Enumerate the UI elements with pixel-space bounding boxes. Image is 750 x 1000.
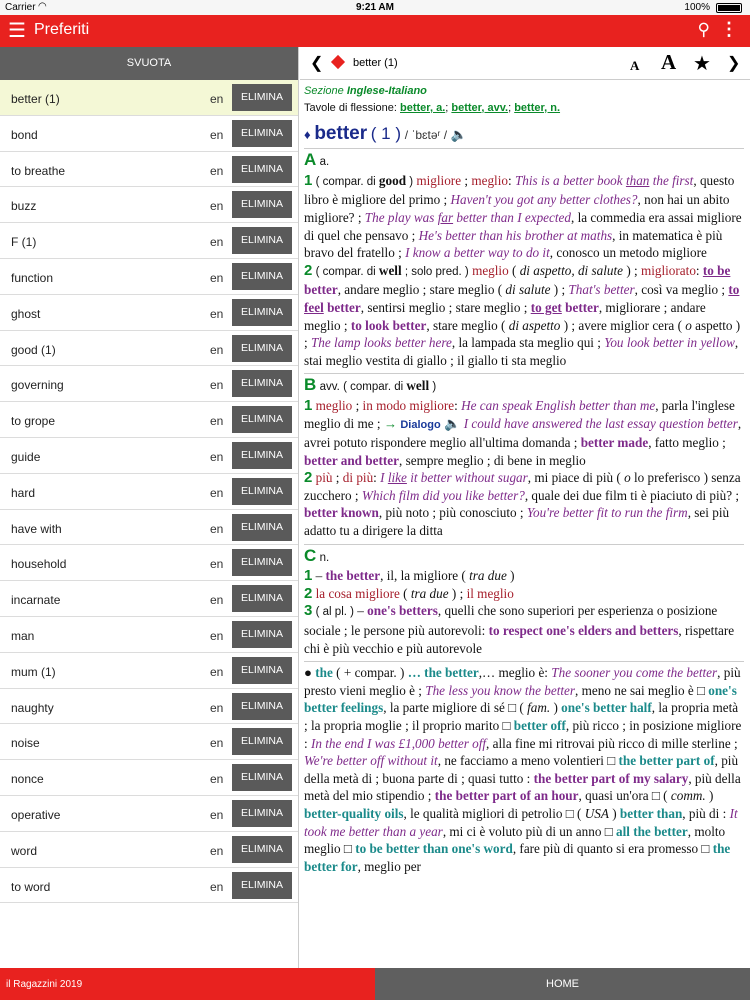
- word-label: ghost: [11, 306, 41, 321]
- language-label: en: [210, 807, 224, 822]
- delete-button[interactable]: ELIMINA: [232, 800, 292, 827]
- language-label: en: [210, 485, 224, 500]
- list-item[interactable]: [0, 760, 298, 796]
- diamond-icon: [331, 55, 345, 69]
- delete-button[interactable]: ELIMINA: [232, 442, 292, 469]
- list-item[interactable]: [0, 438, 298, 474]
- status-bar: [0, 0, 750, 15]
- language-label: en: [210, 879, 224, 894]
- word-label: to breathe: [11, 163, 66, 178]
- language-label: en: [210, 843, 224, 858]
- list-item[interactable]: [0, 116, 298, 152]
- language-label: en: [210, 736, 224, 751]
- battery-icon: [716, 3, 742, 13]
- language-label: en: [210, 449, 224, 464]
- word-label: guide: [11, 449, 41, 464]
- language-label: en: [210, 199, 224, 214]
- toolbar-headword: better (1): [353, 57, 398, 69]
- hamburger-menu-icon[interactable]: ☰: [8, 20, 26, 42]
- list-item[interactable]: [0, 832, 298, 868]
- list-item[interactable]: [0, 796, 298, 832]
- entry-toolbar: [300, 47, 750, 80]
- word-label: incarnate: [11, 593, 61, 608]
- language-label: en: [210, 235, 224, 250]
- delete-button[interactable]: ELIMINA: [232, 836, 292, 863]
- delete-button[interactable]: ELIMINA: [232, 370, 292, 397]
- language-label: en: [210, 342, 224, 357]
- language-label: en: [210, 700, 224, 715]
- word-label: household: [11, 557, 67, 572]
- dialogo-link[interactable]: Dialogo: [400, 418, 441, 431]
- sense-B: B avv. ( compar. di well ) 1 meglio ; in modo migliore: He can speak English better than me, parla l'inglese meglio di me ; → Dialogo 🔈 I could have answered the last essay question better, avrei potuto rispondere meglio all'ultima domanda ; better made, fatto meglio ; better and better, sempre meglio ; di bene in meglio 2 più ; di più: I like it better without sugar, mi piace di più ( o lo preferisco ) senza zucchero ; Which film did you like better?, quale dei due film ti è piaciuto di più? ; better known, più noto ; più conosciuto ; You're better fit to run the firm, sei più adatto tu a dirigere la ditta: [304, 375, 742, 539]
- headword: better: [314, 122, 368, 144]
- diamond-bullet-icon: ♦: [304, 126, 311, 142]
- language-label: en: [210, 414, 224, 429]
- battery-percent: 100%: [684, 2, 710, 13]
- more-options-icon[interactable]: ⋮: [720, 19, 738, 39]
- list-item[interactable]: [0, 259, 298, 295]
- list-item[interactable]: [0, 402, 298, 438]
- list-item[interactable]: [0, 545, 298, 581]
- list-item[interactable]: [0, 331, 298, 367]
- inflection-link-n[interactable]: better, n.: [514, 101, 561, 114]
- list-item[interactable]: [0, 689, 298, 725]
- speaker-icon[interactable]: 🔈: [450, 126, 468, 142]
- word-label: man: [11, 628, 35, 643]
- language-label: en: [210, 772, 224, 787]
- language-label: en: [210, 664, 224, 679]
- list-item[interactable]: [0, 724, 298, 760]
- list-item[interactable]: [0, 617, 298, 653]
- word-label: function: [11, 270, 54, 285]
- favorites-list: [0, 80, 298, 903]
- language-label: en: [210, 628, 224, 643]
- delete-button[interactable]: ELIMINA: [232, 227, 292, 254]
- word-label: governing: [11, 378, 64, 393]
- language-label: en: [210, 521, 224, 536]
- wifi-icon: ◠: [38, 1, 47, 12]
- delete-button[interactable]: ELIMINA: [232, 299, 292, 326]
- delete-button[interactable]: ELIMINA: [232, 585, 292, 612]
- word-label: better (1): [11, 92, 60, 106]
- language-label: en: [210, 127, 224, 142]
- divider: [304, 544, 744, 545]
- entry-content: [300, 80, 750, 875]
- language-label: en: [210, 378, 224, 393]
- delete-button[interactable]: ELIMINA: [232, 84, 292, 111]
- page-title: Preferiti: [34, 21, 90, 38]
- word-label: nonce: [11, 772, 44, 787]
- phonetic: / ˈbɛtəʳ /: [404, 127, 448, 142]
- clock: 9:21 AM: [356, 2, 394, 13]
- sense-C: C n. 1 – the better, il, la migliore ( tra due ) 2 la cosa migliore ( tra due ) ; il meglio 3 ( al pl. ) – one's betters, quelli che sono superiori per esperienza o posizione sociale ; le persone più autorevoli: to respect one's elders and betters, rispettare chi è più vecchio e più autorevole: [304, 545, 735, 656]
- inflection-link-a[interactable]: better, a.: [400, 101, 446, 114]
- list-item[interactable]: [0, 581, 298, 617]
- list-item[interactable]: [0, 152, 298, 188]
- inflection-tables: Tavole di flessione: better, a.; better, avv.; better, n.: [304, 101, 561, 114]
- list-item[interactable]: [0, 868, 298, 904]
- list-item[interactable]: [0, 366, 298, 402]
- favorites-panel: [0, 47, 299, 968]
- delete-button[interactable]: ELIMINA: [232, 514, 292, 541]
- list-item[interactable]: [0, 653, 298, 689]
- language-label: en: [210, 306, 224, 321]
- section-label: Sezione Inglese-Italiano: [304, 85, 427, 97]
- delete-button[interactable]: ELIMINA: [232, 191, 292, 218]
- font-larger-button[interactable]: A: [661, 50, 677, 74]
- word-label: word: [11, 843, 38, 858]
- delete-button[interactable]: ELIMINA: [232, 621, 292, 648]
- divider: [304, 661, 744, 662]
- delete-button[interactable]: ELIMINA: [232, 478, 292, 505]
- word-label: to word: [11, 879, 51, 894]
- phrases: ● the ( + compar. ) … the better,… meglio è: The sooner you come the better, più presto vieni meglio è ; The less you know the better, meno ne sai meglio è □ one's better feelings, la parte migliore di sé □ ( fam. ) one's better half, la propria metà ; la propria moglie ; il proprio marito □ better off, più ricco ; in posizione migliore : In the end I was £1,000 better off, alla fine mi ritrovai più ricco di mille sterline ; We're better off without it, ne facciamo a meno volentieri □ the better part of, più della metà di ; buona parte di ; quasi tutto : the better part of my salary, più della metà del mio stipendio ; the better part of an hour, quasi un'ora □ ( comm. ) better-quality oils, le qualità migliori di petrolio □ ( USA ) better than, più di : It took me better than a year, mi ci è voluto più di un anno □ all the better, molto meglio □ to be better than one's word, fare più di quanto si era promesso □ the better for, meglio per: [304, 665, 742, 874]
- delete-button[interactable]: ELIMINA: [232, 406, 292, 433]
- divider: [304, 148, 744, 149]
- divider: [304, 373, 744, 374]
- list-item[interactable]: [0, 474, 298, 510]
- delete-button[interactable]: ELIMINA: [232, 764, 292, 791]
- list-item[interactable]: [0, 187, 298, 223]
- delete-button[interactable]: ELIMINA: [232, 872, 292, 899]
- brand-label: il Ragazzini 2019: [0, 968, 375, 1000]
- star-icon[interactable]: ★: [693, 53, 711, 75]
- word-label: buzz: [11, 199, 37, 214]
- forward-icon[interactable]: ❯: [727, 55, 741, 72]
- delete-button[interactable]: ELIMINA: [232, 657, 292, 684]
- word-label: have with: [11, 521, 62, 536]
- delete-button[interactable]: ELIMINA: [232, 693, 292, 720]
- word-label: to grope: [11, 414, 56, 429]
- delete-button[interactable]: ELIMINA: [232, 335, 292, 362]
- word-label: mum (1): [11, 664, 56, 679]
- word-label: hard: [11, 485, 36, 500]
- language-label: en: [210, 593, 224, 608]
- back-icon[interactable]: ❮: [310, 55, 324, 72]
- list-item[interactable]: [0, 223, 298, 259]
- headword-line: [304, 122, 744, 145]
- delete-button[interactable]: ELIMINA: [232, 120, 292, 147]
- language-label: en: [210, 92, 224, 106]
- word-label: F (1): [11, 235, 37, 250]
- bottom-bar: [0, 968, 750, 1000]
- search-icon[interactable]: ⚲: [697, 20, 710, 39]
- app-bar: [0, 15, 750, 47]
- list-item[interactable]: [0, 80, 298, 116]
- carrier-label: Carrier: [5, 2, 36, 13]
- word-label: operative: [11, 807, 61, 822]
- word-label: bond: [11, 127, 38, 142]
- sense-A: A a. 1 ( compar. di good ) migliore ; meglio: This is a better book than the first, questo libro è migliore del primo ; Haven't you got any better clothes?, non hai un abito migliore? ; The play was far better than I expected, la commedia era assai migliore di quel che pensavo ; He's better than his brother at maths, in matematica è più bravo del fratello ; I know a better way to do it, conosco un metodo migliore 2 ( compar. di well ; solo pred. ) meglio ( di aspetto, di salute ) ; migliorato: to be better, andare meglio ; stare meglio ( di salute ) ; That's better, così va meglio ; to feel better, sentirsi meglio ; stare meglio ; to get better, migliorare ; andare meglio ; to look better, stare meglio ( di aspetto ) ; avere miglior cera ( o aspetto ) ; The lamp looks better here, la lampada sta meglio qui ; You look better in yellow, stai meglio vestita di giallo ; il giallo ti sta meglio: [304, 150, 742, 368]
- word-label: noise: [11, 736, 40, 751]
- delete-button[interactable]: ELIMINA: [232, 549, 292, 576]
- inflection-link-avv[interactable]: better, avv.: [451, 101, 509, 114]
- delete-button[interactable]: ELIMINA: [232, 728, 292, 755]
- word-label: naughty: [11, 700, 54, 715]
- entry-panel: [300, 47, 750, 968]
- list-item[interactable]: [0, 295, 298, 331]
- word-label: good (1): [11, 342, 56, 357]
- font-smaller-button[interactable]: A: [630, 58, 640, 73]
- language-label: en: [210, 163, 224, 178]
- list-item[interactable]: [0, 510, 298, 546]
- delete-button[interactable]: ELIMINA: [232, 156, 292, 183]
- home-button[interactable]: HOME: [375, 968, 750, 1000]
- homograph-number: ( 1 ): [370, 123, 402, 143]
- language-label: en: [210, 270, 224, 285]
- clear-all-button[interactable]: SVUOTA: [0, 47, 298, 80]
- language-label: en: [210, 557, 224, 572]
- delete-button[interactable]: ELIMINA: [232, 263, 292, 290]
